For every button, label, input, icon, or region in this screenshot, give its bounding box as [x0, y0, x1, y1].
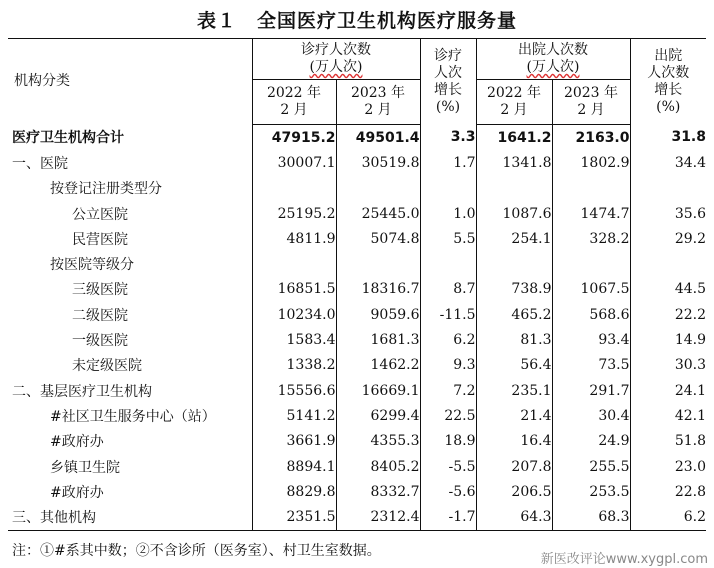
table-cell: 255.5	[552, 454, 630, 479]
table-cell: 16669.1	[336, 378, 420, 403]
table-cell: 68.3	[552, 504, 630, 530]
table-row	[8, 353, 706, 378]
table-cell: 738.9	[476, 277, 552, 302]
table-cell: 328.2	[552, 226, 630, 251]
table-title: 表１ 全国医疗卫生机构医疗服务量	[196, 10, 517, 32]
table-cell: 42.1	[674, 407, 706, 424]
table-cell: 2351.5	[252, 504, 336, 530]
table-cell: 1.0	[420, 201, 476, 226]
table-cell: 73.5	[552, 353, 630, 378]
header-visits-growth: 诊疗 人次 增长 (%)	[420, 39, 476, 125]
table-cell: 207.8	[476, 454, 552, 479]
table-cell: 1067.5	[552, 277, 630, 302]
table-cell: 1641.2	[476, 125, 552, 151]
row-label: 民营医院	[8, 226, 252, 251]
table-cell: 2163.0	[552, 125, 630, 151]
table-row	[8, 302, 706, 327]
table-cell	[552, 176, 630, 201]
table-cell: 44.5	[674, 281, 706, 298]
table-cell: 8405.2	[336, 454, 420, 479]
row-label: #政府办	[8, 429, 252, 454]
table-cell	[476, 251, 552, 276]
table-cell: 8894.1	[252, 454, 336, 479]
table-cell: 5.5	[420, 226, 476, 251]
table-cell: 47915.2	[252, 125, 336, 151]
table-cell: 5074.8	[336, 226, 420, 251]
table-cell: 23.0	[674, 458, 706, 475]
table-cell: 254.1	[476, 226, 552, 251]
table-cell: 465.2	[476, 302, 552, 327]
row-label: 按医院等级分	[8, 251, 252, 276]
row-label: 一级医院	[8, 327, 252, 352]
table-cell: 24.9	[552, 429, 630, 454]
table-cell: 30519.8	[336, 150, 420, 175]
table-row	[8, 429, 706, 454]
table-cell: 16.4	[476, 429, 552, 454]
table-cell: 15556.6	[252, 378, 336, 403]
table-row	[8, 176, 706, 201]
table-cell: 29.2	[674, 230, 706, 247]
watermark: 新医改评论www.xygpl.com	[540, 552, 708, 567]
table-row	[8, 226, 706, 251]
table-cell: 9.3	[420, 353, 476, 378]
row-label: 二级医院	[8, 302, 252, 327]
table-cell: 25195.2	[252, 201, 336, 226]
table-cell: 1681.3	[336, 327, 420, 352]
row-label: 公立医院	[8, 201, 252, 226]
table-cell: 3661.9	[252, 429, 336, 454]
table-cell: 6299.4	[336, 403, 420, 428]
table-cell: 235.1	[476, 378, 552, 403]
table-cell: -1.7	[420, 504, 476, 530]
table-cell: 1087.6	[476, 201, 552, 226]
table-cell: 9059.6	[336, 302, 420, 327]
row-label: #社区卫生服务中心（站）	[8, 403, 252, 428]
header-discharge-2023: 2023 年 2 月	[552, 80, 630, 125]
table-cell	[630, 176, 706, 201]
header-discharge-2022: 2022 年 2 月	[476, 80, 552, 125]
table-cell: 1338.2	[252, 353, 336, 378]
row-label: 一、医院	[8, 150, 252, 175]
table-cell: 16851.5	[252, 277, 336, 302]
table-cell: 8829.8	[252, 479, 336, 504]
table-cell: 34.4	[674, 154, 706, 171]
table-cell: 14.9	[674, 332, 706, 349]
table-row	[8, 201, 706, 226]
row-label: 按登记注册类型分	[8, 176, 252, 201]
table-cell: 35.6	[674, 205, 706, 222]
table-row	[8, 327, 706, 352]
table-row	[8, 150, 706, 175]
table-cell: 7.2	[420, 378, 476, 403]
service-volume-table	[8, 38, 706, 531]
table-row	[8, 479, 706, 504]
table-cell: 3.3	[420, 125, 476, 151]
table-cell	[420, 251, 476, 276]
row-label: 医疗卫生机构合计	[8, 125, 252, 151]
table-cell: 31.8	[671, 129, 706, 146]
table-cell: 49501.4	[336, 125, 420, 151]
table-cell: 18316.7	[336, 277, 420, 302]
table-cell: 1462.2	[336, 353, 420, 378]
table-cell: 22.8	[674, 483, 706, 500]
table-row	[8, 125, 706, 151]
table-cell: 8332.7	[336, 479, 420, 504]
row-label: 未定级医院	[8, 353, 252, 378]
table-cell	[336, 251, 420, 276]
table-cell: 51.8	[674, 433, 706, 450]
table-cell: 2312.4	[336, 504, 420, 530]
table-cell: 30007.1	[252, 150, 336, 175]
header-category: 机构分类	[8, 39, 252, 125]
table-cell: 10234.0	[252, 302, 336, 327]
header-visits-2023: 2023 年 2 月	[336, 80, 420, 125]
table-cell	[476, 176, 552, 201]
table-cell	[630, 251, 706, 276]
table-cell: 1474.7	[552, 201, 630, 226]
table-cell: 25445.0	[336, 201, 420, 226]
table-cell	[552, 251, 630, 276]
row-label: 二、基层医疗卫生机构	[8, 378, 252, 403]
row-label: #政府办	[8, 479, 252, 504]
table-cell: 93.4	[552, 327, 630, 352]
table-cell: 253.5	[552, 479, 630, 504]
table-cell: 30.4	[552, 403, 630, 428]
table-cell: 22.5	[420, 403, 476, 428]
table-cell: 30.3	[674, 357, 706, 374]
table-cell	[252, 251, 336, 276]
table-row	[8, 504, 706, 530]
table-cell: -5.5	[420, 454, 476, 479]
row-label: 乡镇卫生院	[8, 454, 252, 479]
table-cell: 64.3	[476, 504, 552, 530]
table-cell: 568.6	[552, 302, 630, 327]
table-row	[8, 251, 706, 276]
table-cell	[252, 176, 336, 201]
table-cell: 1341.8	[476, 150, 552, 175]
table-cell: -5.6	[420, 479, 476, 504]
table-cell: 18.9	[420, 429, 476, 454]
table-cell: 81.3	[476, 327, 552, 352]
table-cell: 4811.9	[252, 226, 336, 251]
header-visits-2022: 2022 年 2 月	[252, 80, 336, 125]
table-cell: 1.7	[420, 150, 476, 175]
header-discharge-group: 出院人次数 (万人次)	[476, 39, 630, 80]
table-row	[8, 378, 706, 403]
table-cell: 22.2	[674, 306, 706, 323]
table-cell	[420, 176, 476, 201]
header-visits-group: 诊疗人次数 (万人次)	[252, 39, 420, 80]
table-cell: 8.7	[420, 277, 476, 302]
row-label: 三级医院	[8, 277, 252, 302]
table-cell: 24.1	[674, 382, 706, 399]
table-row	[8, 277, 706, 302]
table-cell: 6.2	[630, 504, 706, 530]
table-cell: 56.4	[476, 353, 552, 378]
table-cell: 291.7	[552, 378, 630, 403]
table-cell: 5141.2	[252, 403, 336, 428]
row-label: 三、其他机构	[8, 504, 252, 530]
footnote: 注：①#系其中数；②不含诊所（医务室）、村卫生室数据。	[12, 543, 381, 559]
table-cell: 4355.3	[336, 429, 420, 454]
table-cell: 6.2	[420, 327, 476, 352]
table-cell: -11.5	[420, 302, 476, 327]
table-cell: 21.4	[476, 403, 552, 428]
table-cell: 1583.4	[252, 327, 336, 352]
table-body	[8, 125, 706, 531]
table-cell: 1802.9	[552, 150, 630, 175]
header-discharge-growth: 出院 人次数 增长 (%)	[630, 39, 706, 125]
table-cell	[336, 176, 420, 201]
table-row	[8, 403, 706, 428]
table-row	[8, 454, 706, 479]
table-cell: 206.5	[476, 479, 552, 504]
